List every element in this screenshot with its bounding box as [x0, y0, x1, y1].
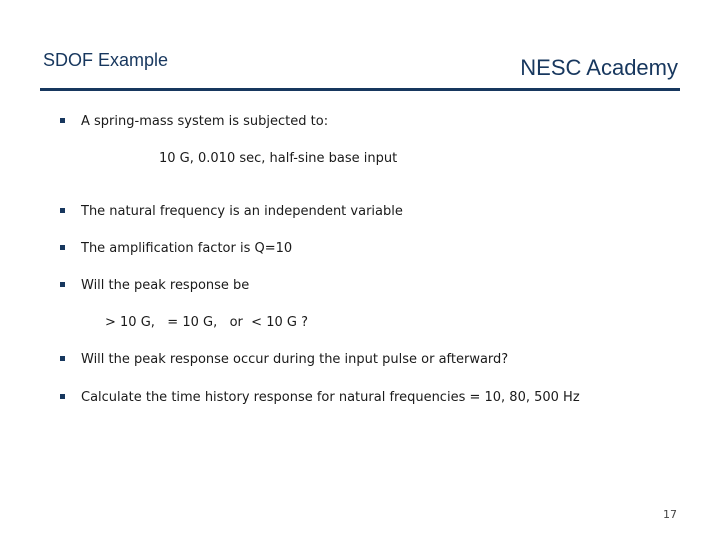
bullet-marker-icon [60, 282, 65, 287]
bullet-text: Calculate the time history response for natural frequencies = 10, 80, 500 Hz [81, 390, 580, 405]
page-number: 17 [663, 508, 677, 521]
bullet-item [60, 352, 508, 367]
bullet-item [60, 114, 328, 129]
header-divider [40, 88, 680, 91]
bullet-text: The amplification factor is Q=10 [81, 241, 293, 256]
bullet-item [60, 241, 292, 256]
bullet-marker-icon [60, 356, 65, 361]
bullet-item [60, 204, 403, 219]
bullet-marker-icon [60, 208, 65, 213]
input-description: 10 G, 0.010 sec, half-sine base input [159, 151, 398, 166]
bullet-text: The natural frequency is an independent variable [81, 204, 403, 219]
bullet-item [60, 278, 249, 293]
comparison-options: > 10 G, = 10 G, or < 10 G ? [105, 315, 308, 330]
bullet-text: Will the peak response be [81, 278, 250, 293]
organization-title: NESC Academy [520, 55, 678, 80]
bullet-marker-icon [60, 245, 65, 250]
bullet-marker-icon [60, 394, 65, 399]
bullet-marker-icon [60, 118, 65, 123]
bullet-item [60, 390, 580, 405]
slide-title: SDOF Example [43, 50, 169, 70]
bullet-text: A spring-mass system is subjected to: [81, 114, 329, 129]
bullet-text: Will the peak response occur during the input pulse or afterward? [81, 352, 509, 367]
